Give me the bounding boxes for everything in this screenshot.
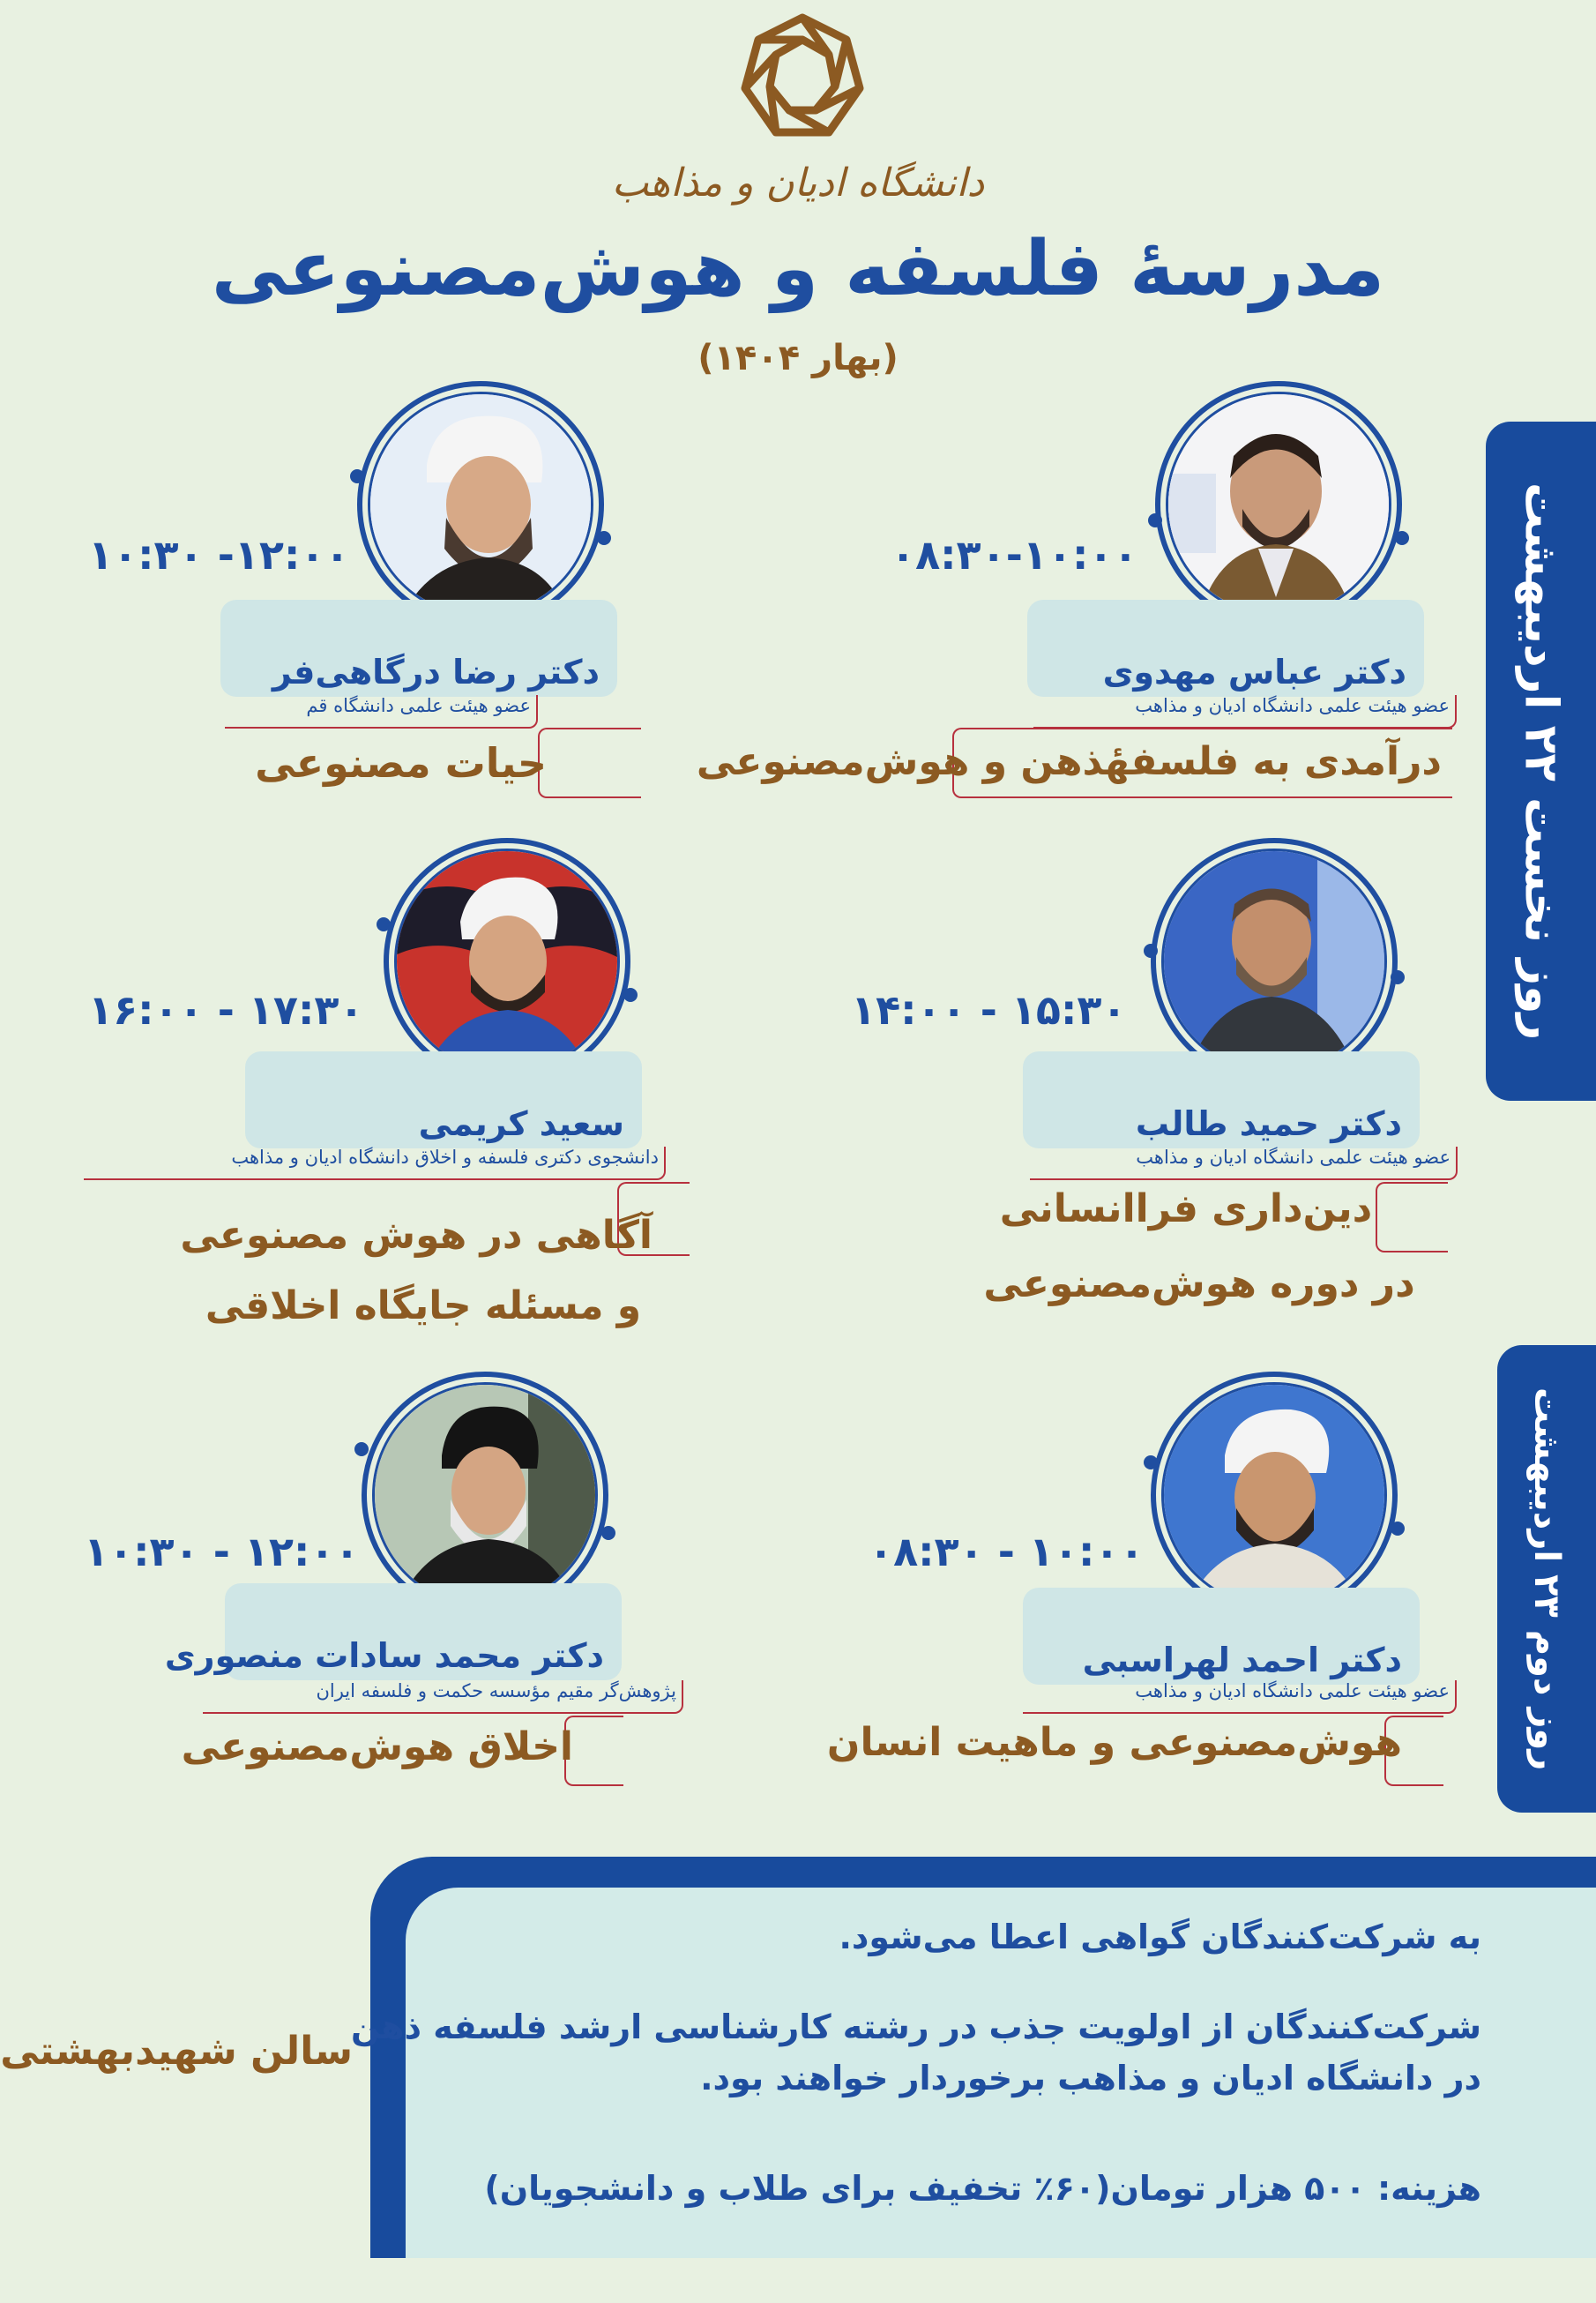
speaker-photo-mahdavi — [1155, 381, 1402, 628]
university-name: دانشگاه ادیان و مذاهب — [611, 161, 985, 206]
session-time-mansouri: ۱۰:۳۰ - ۱۲:۰۰ — [84, 1528, 360, 1575]
speaker-affiliation-karimi: دانشجوی دکتری فلسفه و اخلاق دانشگاه ادیان و مذاهب — [84, 1147, 666, 1180]
topic-bracket — [1376, 1182, 1448, 1252]
speaker-affiliation-taleb: عضو هیئت علمی دانشگاه ادیان و مذاهب — [1030, 1147, 1458, 1180]
speaker-photo-dargahifar — [357, 381, 604, 628]
session-topic-lohrasbi: هوش‌مصنوعی و ماهیت انسان — [826, 1720, 1402, 1765]
day-two-label: روز دوم ۲۳ اردیبهشت — [1526, 1387, 1567, 1771]
speaker-name-lohrasbi: دکتر احمد لهراسبی — [1023, 1588, 1420, 1685]
page-title: مدرسهٔ فلسفه و هوش‌مصنوعی — [211, 225, 1385, 313]
session-time-lohrasbi: ۰۸:۳۰ - ۱۰:۰۰ — [869, 1528, 1145, 1575]
note-fee: هزینه: ۵۰۰ هزار تومان(۶۰٪ تخفیف برای طلاب و دانشجویان) — [484, 2169, 1481, 2208]
note-priority-line2: در دانشگاه ادیان و مذاهب برخوردار خواهند بود. — [700, 2059, 1481, 2097]
speaker-photo-lohrasbi — [1151, 1372, 1398, 1619]
person-icon — [1161, 851, 1384, 1074]
speaker-affiliation-dargahifar: عضو هیئت علمی دانشگاه قم — [225, 695, 538, 729]
note-priority-line1: شرکت‌کنندگان از اولویت جذب در رشته کارشناسی ارشد فلسفه ذهن — [350, 2008, 1481, 2046]
speaker-photo-mansouri — [362, 1372, 608, 1619]
person-icon — [368, 394, 591, 617]
session-topic-mahdavi: درآمدی به فلسفهٔذهن و هوش‌مصنوعی — [696, 739, 1442, 784]
session-time-dargahifar: ۱۰:۳۰ -۱۲:۰۰ — [88, 531, 350, 579]
topic-bracket — [538, 728, 641, 798]
speaker-photo-taleb — [1151, 838, 1398, 1085]
day-one-tab — [1486, 422, 1596, 1101]
speaker-name-karimi: سعید کریمی — [245, 1051, 642, 1148]
session-topic-karimi-line1: آگاهی در هوش مصنوعی — [180, 1213, 653, 1258]
university-logo-icon — [736, 9, 869, 150]
person-icon — [394, 851, 617, 1074]
season-label: (بهار ۱۴۰۴) — [697, 338, 899, 378]
note-certificate: به شرکت‌کنندگان گواهی اعطا می‌شود. — [839, 1918, 1481, 1956]
session-topic-taleb-line2: در دوره هوش‌مصنوعی — [983, 1261, 1415, 1306]
person-icon — [372, 1385, 595, 1608]
day-one-label: روز نخست ۲۲ اردیبهشت — [1514, 482, 1568, 1041]
session-time-karimi: ۱۶:۰۰ - ۱۷:۳۰ — [88, 986, 364, 1034]
session-topic-mansouri: اخلاق هوش‌مصنوعی — [181, 1724, 573, 1769]
day-two-tab — [1497, 1345, 1596, 1813]
topic-bracket — [564, 1716, 623, 1786]
speaker-affiliation-mahdavi: عضو هیئت علمی دانشگاه ادیان و مذاهب — [1033, 695, 1457, 729]
session-time-taleb: ۱۴:۰۰ - ۱۵:۳۰ — [851, 986, 1127, 1034]
person-icon — [1161, 1385, 1384, 1608]
session-topic-karimi-line2: و مسئله جایگاه اخلاقی — [205, 1283, 642, 1328]
speaker-name-dargahifar: دکتر رضا درگاهی‌فر — [220, 600, 617, 697]
person-icon — [1166, 394, 1389, 617]
session-topic-taleb-line1: دین‌داری فراانسانی — [999, 1186, 1373, 1231]
speaker-affiliation-mansouri: پژوهش‌گر مقیم مؤسسه حکمت و فلسفه ایران — [203, 1680, 683, 1714]
speaker-photo-karimi — [384, 838, 630, 1085]
speaker-name-mansouri: دکتر محمد سادات منصوری — [225, 1583, 622, 1680]
session-topic-dargahifar: حیات مصنوعی — [255, 739, 547, 787]
session-time-mahdavi: ۰۸:۳۰-۱۰:۰۰ — [891, 531, 1138, 579]
speaker-name-mahdavi: دکتر عباس مهدوی — [1027, 600, 1424, 697]
speaker-affiliation-lohrasbi: عضو هیئت علمی دانشگاه ادیان و مذاهب — [1023, 1680, 1457, 1714]
speaker-name-taleb: دکتر حمید طالب — [1023, 1051, 1420, 1148]
venue-label: سالن شهیدبهشتی — [0, 2029, 353, 2074]
